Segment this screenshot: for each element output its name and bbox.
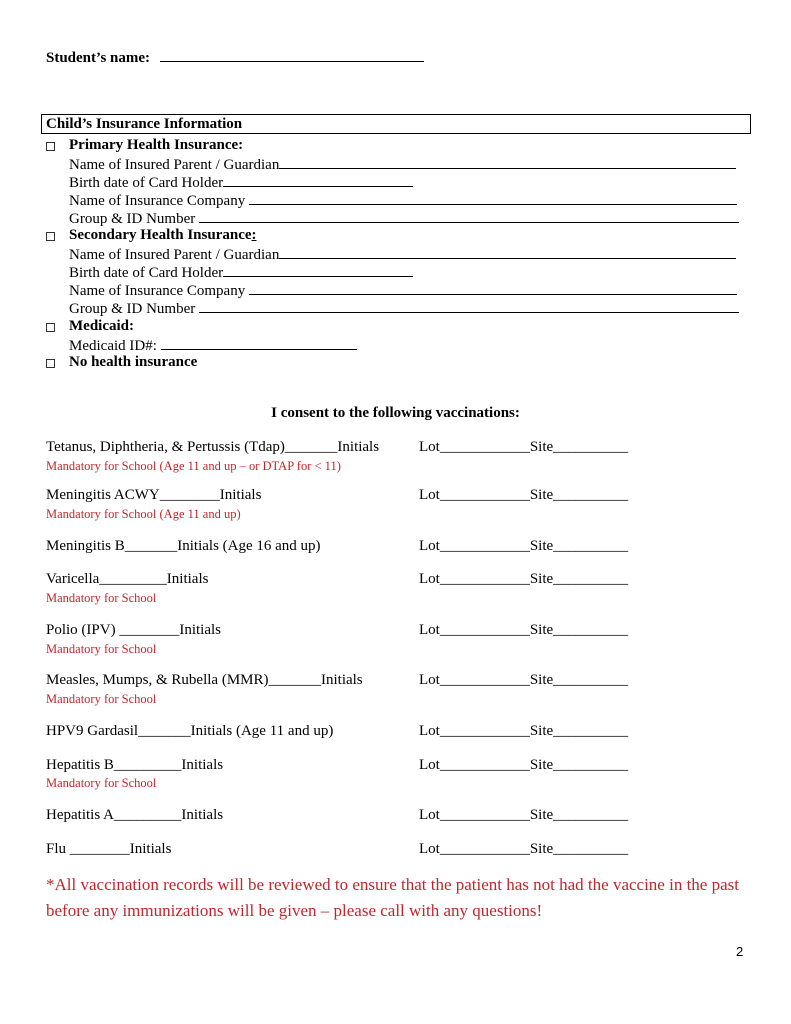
- vaccine-note: Mandatory for School (Age 11 and up): [46, 507, 241, 521]
- secondary-birthdate-row: [69, 263, 413, 282]
- secondary-company-row: [69, 281, 737, 300]
- checkbox-icon[interactable]: [46, 232, 55, 241]
- lot-site-fields[interactable]: Lot____________Site__________: [419, 757, 629, 773]
- consent-heading: I consent to the following vaccinations:: [271, 405, 520, 421]
- vaccine-note: Mandatory for School: [46, 591, 157, 605]
- page-number: 2: [736, 944, 744, 959]
- vaccine-row-mmr: [46, 672, 746, 690]
- field-label: Group & ID Number: [69, 301, 196, 317]
- field-label: Name of Insured Parent / Guardian: [69, 157, 280, 173]
- secondary-birthdate-field[interactable]: [223, 263, 413, 277]
- primary-insured-parent-field[interactable]: [279, 155, 736, 169]
- vaccine-row-tdap: [46, 439, 746, 457]
- vaccine-row-varicella: [46, 571, 746, 589]
- vaccine-row-polio: [46, 622, 746, 640]
- lot-site-fields[interactable]: Lot____________Site__________: [419, 622, 629, 638]
- lot-site-fields[interactable]: Lot____________Site__________: [419, 672, 629, 688]
- vaccine-note: Mandatory for School (Age 11 and up – or DTAP for < 11): [46, 459, 341, 473]
- lot-site-fields[interactable]: Lot____________Site__________: [419, 723, 629, 739]
- field-label: Medicaid ID#:: [69, 338, 157, 354]
- vaccine-row-hepatitis-b: [46, 757, 746, 775]
- lot-site-fields[interactable]: Lot____________Site__________: [419, 807, 629, 823]
- field-label: Birth date of Card Holder: [69, 265, 224, 281]
- secondary-insured-parent-field[interactable]: [279, 245, 736, 259]
- secondary-heading-colon: :: [251, 227, 257, 243]
- secondary-group-id-row: [69, 299, 739, 318]
- lot-site-fields[interactable]: Lot____________Site__________: [419, 538, 629, 554]
- primary-group-id-row: [69, 209, 739, 228]
- checkbox-icon[interactable]: [46, 323, 55, 332]
- vaccine-name[interactable]: HPV9 Gardasil_______Initials (Age 11 and up): [46, 723, 334, 739]
- insurance-info-title: Child’s Insurance Information: [46, 116, 243, 132]
- vaccine-name[interactable]: Measles, Mumps, & Rubella (MMR)_______Initials: [46, 672, 363, 688]
- checkbox-icon[interactable]: [46, 359, 55, 368]
- vaccination-records-footnote: *All vaccination records will be reviewed to ensure that the patient has not had the vaccine in the past before any immunizations will be given – please call with any questions!: [46, 875, 739, 920]
- vaccine-name[interactable]: Tetanus, Diphtheria, & Pertussis (Tdap)_______Initials: [46, 439, 380, 455]
- vaccine-name[interactable]: Polio (IPV) ________Initials: [46, 622, 221, 638]
- secondary-insurance-heading: [69, 227, 257, 244]
- vaccine-row-hepatitis-a: [46, 807, 746, 825]
- vaccine-name[interactable]: Meningitis ACWY________Initials: [46, 487, 262, 503]
- field-label: Group & ID Number: [69, 211, 196, 227]
- vaccine-row-meningitis-acwy: [46, 487, 746, 505]
- primary-company-row: [69, 191, 737, 210]
- lot-site-fields[interactable]: Lot____________Site__________: [419, 841, 629, 857]
- vaccine-note: Mandatory for School: [46, 692, 157, 706]
- lot-site-fields[interactable]: Lot____________Site__________: [419, 439, 629, 455]
- vaccine-row-hpv9: [46, 723, 746, 741]
- vaccine-name[interactable]: Flu ________Initials: [46, 841, 172, 857]
- lot-site-fields[interactable]: Lot____________Site__________: [419, 487, 629, 503]
- field-label: Name of Insured Parent / Guardian: [69, 247, 280, 263]
- vaccine-name[interactable]: Meningitis B_______Initials (Age 16 and up): [46, 538, 321, 554]
- student-name-label: Student’s name:: [46, 50, 151, 66]
- vaccine-name[interactable]: Hepatitis B_________Initials: [46, 757, 224, 773]
- vaccine-row-flu: [46, 841, 746, 859]
- medicaid-id-row: [69, 336, 357, 355]
- vaccine-row-meningitis-b: [46, 538, 746, 556]
- primary-company-field[interactable]: [249, 191, 737, 205]
- vaccine-note: Mandatory for School: [46, 776, 157, 790]
- secondary-group-id-field[interactable]: [199, 299, 739, 313]
- no-insurance-heading: No health insurance: [69, 354, 198, 370]
- primary-insured-parent-row: [69, 155, 736, 174]
- vaccine-note: Mandatory for School: [46, 642, 157, 656]
- vaccine-name[interactable]: Varicella_________Initials: [46, 571, 209, 587]
- primary-birthdate-row: [69, 173, 413, 192]
- medicaid-heading: Medicaid:: [69, 318, 134, 334]
- student-name-field[interactable]: [160, 48, 424, 62]
- lot-site-fields[interactable]: Lot____________Site__________: [419, 571, 629, 587]
- medicaid-id-field[interactable]: [161, 336, 357, 350]
- checkbox-icon[interactable]: [46, 142, 55, 151]
- primary-insurance-heading: Primary Health Insurance:: [69, 137, 244, 153]
- secondary-heading-text: Secondary Health Insurance: [69, 227, 252, 243]
- field-label: Name of Insurance Company: [69, 193, 246, 209]
- field-label: Name of Insurance Company: [69, 283, 246, 299]
- field-label: Birth date of Card Holder: [69, 175, 224, 191]
- secondary-company-field[interactable]: [249, 281, 737, 295]
- primary-group-id-field[interactable]: [199, 209, 739, 223]
- secondary-insured-parent-row: [69, 245, 736, 264]
- vaccine-name[interactable]: Hepatitis A_________Initials: [46, 807, 224, 823]
- student-name-row: [46, 48, 424, 67]
- primary-birthdate-field[interactable]: [223, 173, 413, 187]
